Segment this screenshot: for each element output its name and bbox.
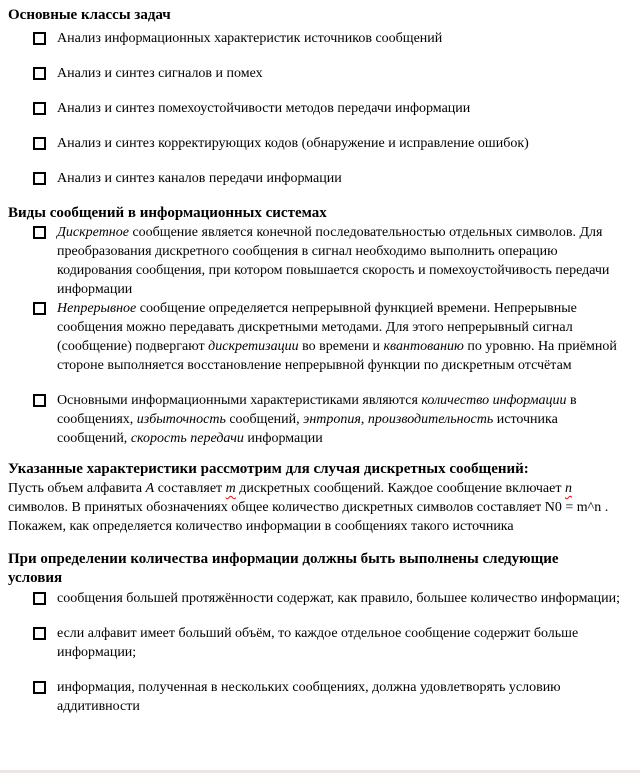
checkbox-bullet-icon	[33, 226, 46, 239]
checklist-item-text: Анализ информационных характеристик источников сообщений	[57, 31, 443, 46]
checklist-item-text: Анализ и синтез помехоустойчивости методов передачи информации	[57, 101, 471, 116]
checklist-item	[8, 99, 630, 118]
checklist-item-text: информация, полученная в нескольких сообщениях, должна удовлетворять условию аддитивности	[57, 680, 561, 714]
checkbox-bullet-icon	[33, 627, 46, 640]
checkbox-bullet-icon	[33, 67, 46, 80]
section-heading-discrete-case: Указанные характеристики рассмотрим для случая дискретных сообщений:	[8, 461, 529, 477]
checklist-item	[8, 391, 630, 448]
checkbox-bullet-icon	[33, 302, 46, 315]
checklist-item	[8, 624, 630, 662]
section-heading-task-classes: Основные классы задач	[8, 7, 171, 23]
checklist-item	[8, 64, 630, 83]
checklist-item	[8, 223, 630, 299]
checklist-item	[8, 29, 630, 48]
checklist-item	[8, 169, 630, 188]
checkbox-bullet-icon	[33, 137, 46, 150]
checkbox-bullet-icon	[33, 102, 46, 115]
checklist-item	[8, 678, 630, 716]
checkbox-bullet-icon	[33, 394, 46, 407]
checklist-item	[8, 299, 630, 375]
checklist-item	[8, 134, 630, 153]
checklist-item-text: Анализ и синтез сигналов и помех	[57, 66, 263, 81]
checklist-item-text: Дискретное сообщение является конечной последовательностью отдельных символов. Для преобразования дискретного сообщения в сигнал необходимо выполнить операцию кодирования сообщения, при котором повышается скорость и помехоустойчивость передачи информации	[57, 225, 610, 297]
paragraph-alphabet-definition: Пусть объем алфавита A составляет m дискретных сообщений. Каждое сообщение включает n символов. В принятых обозначениях общее количество дискретных символов составляет N0 = m^n . Покажем, как определяется количество информации в сообщениях такого источника	[8, 481, 609, 534]
checklist-item-text: Основными информационными характеристиками являются количество информации в сообщениях, избыточность сообщений, энтропия, производительность источника сообщений, скорость передачи информации	[57, 393, 577, 446]
section-heading-conditions: При определении количества информации должны быть выполнены следующие условия	[8, 551, 559, 586]
checklist-item-text: Анализ и синтез корректирующих кодов (обнаружение и исправление ошибок)	[57, 136, 529, 151]
checklist-item-text: если алфавит имеет больший объём, то каждое отдельное сообщение содержит больше информации;	[57, 626, 579, 660]
checklist-item-text: сообщения большей протяжённости содержат, как правило, большее количество информации;	[57, 591, 620, 606]
checkbox-bullet-icon	[33, 592, 46, 605]
checkbox-bullet-icon	[33, 172, 46, 185]
checkbox-bullet-icon	[33, 32, 46, 45]
checklist-item	[8, 589, 630, 608]
checkbox-bullet-icon	[33, 681, 46, 694]
checklist-item-text: Непрерывное сообщение определяется непрерывной функцией времени. Непрерывные сообщения можно передавать дискретными методами. Для этого непрерывный сигнал (сообщение) подвергают дискретизации во времени и квантованию по уровню. На приёмной стороне выполняется восстановление непрерывной функции по дискретным отсчётам	[57, 301, 617, 373]
section-heading-message-types: Виды сообщений в информационных системах	[8, 205, 327, 221]
checklist-item-text: Анализ и синтез каналов передачи информации	[57, 171, 342, 186]
